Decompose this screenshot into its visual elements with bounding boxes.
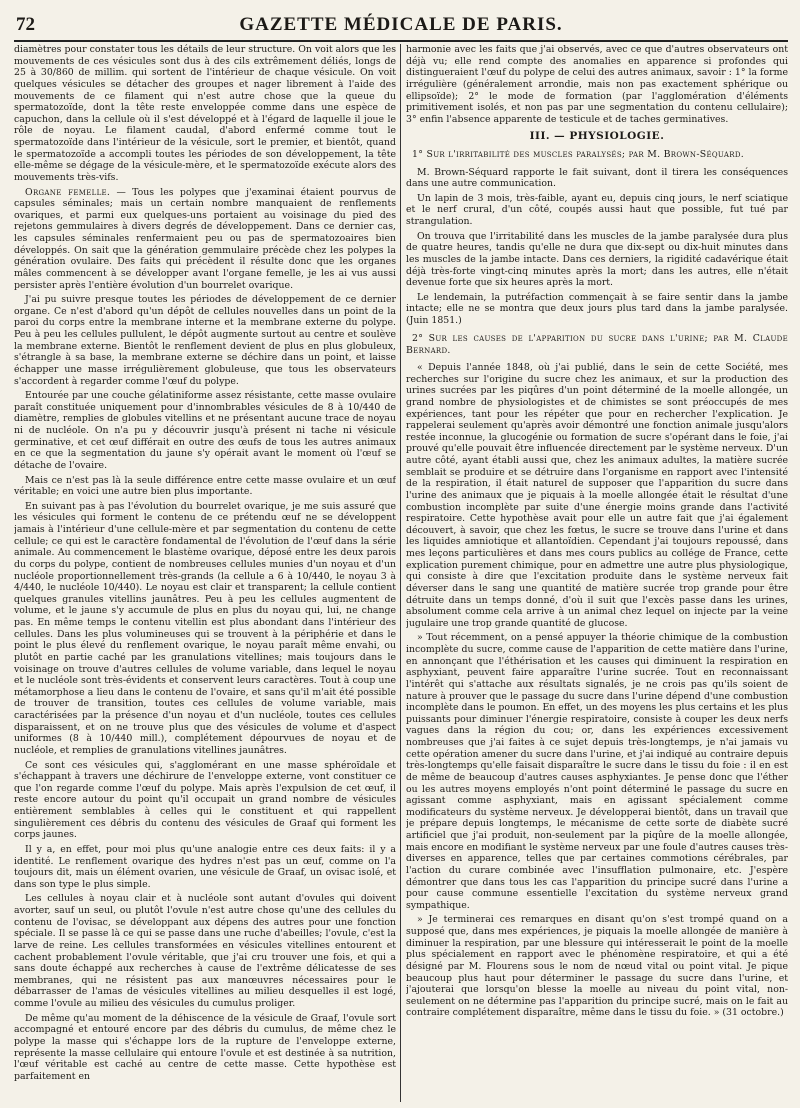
right-column (406, 44, 788, 1102)
article-columns (14, 44, 788, 1102)
subsection-heading: 2° Sur les causes de l'apparition du sucre dans l'urine; par M. Claude Bernard. (406, 332, 788, 356)
paragraph: Entourée par une couche gélatiniforme assez résistante, cette masse ovulaire paraît constituée uniquement pour d'innombrables vésicules de 8 à 10/440 de diamètre, remplies de globules vitellins et ne présentant aucune trace de noyau ni de nucléole. On n'a pu y découvrir jusqu'à présent ni tache ni vésicule germinative, et cet œuf différait en outre des œufs de tous les autres animaux en ce que la segmentation du jaune s'y opérait avant le moment où l'œuf se détache de l'ovaire. (14, 390, 396, 471)
paragraph: Mais ce n'est pas là la seule différence entre cette masse ovulaire et un œuf véritable; en voici une autre bien plus importante. (14, 474, 396, 498)
paragraph: » Tout récemment, on a pensé appuyer la théorie chimique de la combustion incomplète du sucre, comme cause de l'apparition de cette matière dans l'urine, en annonçant que l'éthérisation et les causes qui diminuent la respiration en asphyxiant, peuvent faire apparaître l'urine sucrée. Tout en reconnaissant l'intérêt qui s'attache aux résultats signalés, je ne crois pas qu'ils soient de nature à prouver que le passage du sucre dans l'urine dépend d'une combustion incomplète dans le poumon. En effet, un des moyens les plus certains et les plus puissants pour diminuer l'énergie respiratoire, consiste à couper les deux nerfs vagues dans la région du cou; or, dans les expériences excessivement nombreuses que j'ai faites à ce sujet depuis très-longtemps, je n'ai jamais vu cette opération amener du sucre dans l'urine, et j'ai indiqué au contraire depuis très-longtemps qu'elle faisait disparaître le sucre dans le tissu du foie : il en est de même de beaucoup d'autres causes asphyxiantes. Je pense donc que l'éther ou les autres moyens employés n'ont point déterminé le passage du sucre en agissant comme asphyxiant, mais en agissant spécialement comme modificateurs du système nerveux. Je développerai bientôt, dans un travail que je prépare depuis longtemps, le mécanisme de cette sorte de diabète sucré artificiel que j'ai produit, non-seulement par la piqûre de la moelle allongée, mais encore en modifiant le système nerveux par une foule d'autres causes très-diverses en apparence, telles que par certaines commotions cérébrales, par l'action du curare combinée avec l'insufflation pulmonaire, etc. J'espère démontrer que dans tous les cas l'apparition du principe sucré dans l'urine a pour cause commune essentielle l'excitation du système nerveux grand sympathique. (406, 632, 788, 911)
page-title: GAZETTE MÉDICALE DE PARIS. (239, 14, 563, 35)
paragraph: De même qu'au moment de la déhiscence de la vésicule de Graaf, l'ovule sort accompagné et entouré encore par des débris du cumulus, de même chez le polype la masse qui s'échappe lors de la rupture de l'enveloppe externe, représente la masse cellulaire qui entoure l'ovule et est destinée à sa nutrition, l'œuf véritable est caché au centre de cette masse. Cette hypothèse est parfaitement en (14, 1012, 396, 1082)
paragraph (14, 187, 396, 292)
paragraph: En suivant pas à pas l'évolution du bourrelet ovarique, je me suis assuré que les vésicules qui forment le contenu de ce prétendu œuf ne se développent jamais à l'intérieur d'une cellule-mère et par segmentation du contenu de cette cellule; ce qui est le caractère fondamental de l'évolution de l'œuf dans la série animale. Au commencement le blastème ovarique, déposé entre les deux parois du corps du polype, contient de nombreuses cellules munies d'un noyau et d'un nucléole proportionnellement très-grands (la cellule a 6 à 10/440, le noyau 3 à 4/440, le nucléole 10/440). Le noyau est clair et transparent; la cellule contient quelques granules vitellins jaunâtres. Peu à peu les cellules augmentent de volume, et le jaune s'y accumule de plus en plus du noyau qui, lui, ne change pas. En même temps le contenu vitellin est plus abondant dans l'intérieur des cellules. Dans les plus volumineuses qui se trouvent à la périphérie et dans le point le plus élevé du renflement ovarique, le noyau paraît même envahi, ou plutôt en partie caché par les granulations vitellines; mais toujours dans le voisinage on trouve d'autres cellules de volume variable, dans lequel le noyau et le nucléole sont très-évidents et conservent leurs caractères. Tout à coup une métamorphose a lieu dans le contenu de l'ovaire, et sans qu'il m'ait été possible de trouver de transition, toutes ces cellules de volume variable, mais caractérisées par la présence d'un noyau et d'un nucléole, toutes ces cellules disparaissent, et on ne trouve plus que des vésicules de volume et d'aspect uniformes (8 à 10/440 mill.), complétement dépourvues de noyau et de nucléole, et remplies de granulations vitellines jaunâtres. (14, 500, 396, 756)
paragraph: J'ai pu suivre presque toutes les périodes de développement de ce dernier organe. Ce n'est d'abord qu'un dépôt de cellules nouvelles dans un point de la paroi du corps entre la membrane interne et la membrane externe du polype. Peu à peu les cellules pullulent, le dépôt augmente surtout au centre et soulève la membrane externe. Bientôt le renflement devient de plus en plus globuleux, s'étrangle à sa base, la membrane externe se déchire dans un point, et laisse échapper une masse irrégulièrement globuleuse, que tous les observateurs s'accordent à regarder comme l'œuf du polype. (14, 294, 396, 387)
paragraph: On trouva que l'irritabilité dans les muscles de la jambe paralysée dura plus de quatre heures, tandis qu'elle ne dura que dix-sept ou dix-huit minutes dans les muscles de la jambe intacte. Dans ces derniers, la rigidité cadavérique était déjà très-forte vingt-cinq minutes après la mort; dans les autres, elle n'était devenue forte que six heures après la mort. (406, 230, 788, 289)
paragraph: Le lendemain, la putréfaction commençait à se faire sentir dans la jambe intacte; elle ne se montra que deux jours plus tard dans la jambe paralysée. (Juin 1851.) (406, 291, 788, 327)
left-column (14, 44, 396, 1102)
paragraph: Ce sont ces vésicules qui, s'agglomérant en une masse sphéroïdale et s'échappant à travers une déchirure de l'enveloppe externe, vont constituer ce que l'on regarde comme l'œuf du polype. Mais après l'expulsion de cet œuf, il reste encore autour du point qu'il occupait un grand nombre de vésicules entièrement semblables à celles qui le constituent et qui rappellent singulièrement ces débris du contenu des vésicules de Graaf qui forment les corps jaunes. (14, 759, 396, 841)
subsection-heading: 1° Sur l'irritabilité des muscles paralysés; par M. Brown-Séquard. (412, 149, 745, 161)
paragraph: M. Brown-Séquard rapporte le fait suivant, dont il tirera les conséquences dans une autre communication. (406, 166, 788, 190)
paragraph: » Je terminerai ces remarques en disant qu'on s'est trompé quand on a supposé que, dans mes expériences, je piquais la moelle allongée de manière à diminuer la respiration, par une blessure qui intéresserait le point de la moelle plus spécialement en rapport avec le phénomène respiratoire, et qui a été désigné par M. Flourens sous le nom de nœud vital ou point vital. Je pique beaucoup plus haut pour déterminer le passage du sucre dans l'urine, et j'ajouterai que lorsqu'on blesse la moelle au niveau du point vital, non-seulement on ne détermine pas l'apparition du principe sucré, mais on le fait au contraire complétement disparaître, même dans le tissu du foie. » (31 octobre.) (406, 914, 788, 1019)
paragraph: Un lapin de 3 mois, très-faible, ayant eu, depuis cinq jours, le nerf sciatique et le nerf crural, d'un côté, coupés aussi haut que possible, fut tué par strangulation. (406, 192, 788, 228)
paragraph: harmonie avec les faits que j'ai observés, avec ce que d'autres observateurs ont déjà vu; elle rend compte des anomalies en apparence si profondes qui distingueraient l'œuf du polype de celui des autres animaux, savoir : 1° la forme irrégulière (généralement arrondie, mais non pas exactement sphérique ou ellipsoïde); 2° le mode de formation (par l'agglomération d'éléments primitivement isolés, et non pas par une segmentation du contenu cellulaire); 3° enfin l'absence apparente de testicule et de taches germinatives. (406, 44, 788, 125)
paragraph: Il y a, en effet, pour moi plus qu'une analogie entre ces deux faits: il y a identité. Le renflement ovarique des hydres n'est pas un œuf, comme on l'a toujours dit, mais un élément ovarien, une vésicule de Graaf, un ovisac isolé, et dans son type le plus simple. (14, 843, 396, 890)
paragraph-text: — Tous les polypes que j'examinai étaient pourvus de capsules séminales; mais un certain nombre manquaient de renflements ovariques, et parmi eux quelques-uns portaient au voisinage du pied des rejetons gemmulaires à divers degrés de développement. Dans ce dernier cas, les capsules séminales renfermaient peu ou pas de spermatozoaires bien développés. On sait que la génération gemmulaire précède chez les polypes la génération ovulaire. Des faits qui précèdent il résulte donc que les organes mâles commencent à se développer avant l'organe femelle, je les ai vus aussi persister après l'entière évolution d'un bourrelet ovarique. (14, 186, 396, 291)
masthead (14, 14, 788, 42)
paragraph: diamètres pour constater tous les détails de leur structure. On voit alors que les mouvements de ces vésicules sont dus à des cils extrêmement déliés, longs de 25 à 30/860 de millim. qui sortent de l'intérieur de chaque vésicule. On voit quelques vésicules se détacher des groupes et nager librement à l'aide des mouvements de ce filament qui n'est autre chose que la queue du spermatozoïde, dont la tête reste enveloppée comme dans une espèce de capuchon, dans la cellule où il s'est développé et à l'égard de laquelle il joue le rôle de noyau. Le filament caudal, d'abord enfermé comme tout le spermatozoïde dans l'intérieur de la vésicule, sort le premier, et bientôt, quand le spermatozoïde a accompli toutes les périodes de son développement, la tête elle-même se dégage de la vésicule-mère, et le spermatozoïde exécute alors des mouvements très-vifs. (14, 44, 396, 183)
paragraph-lead: Organe femelle. (25, 186, 111, 198)
paragraph: « Depuis l'année 1848, où j'ai publié, dans le sein de cette Société, mes recherches sur l'origine du sucre chez les animaux, et sur la production des urines sucrées par les piqûres d'un point déterminé de la moelle allongée, un grand nombre de physiologistes et de chimistes se sont préoccupés de mes expériences, tant pour les répéter que pour en rechercher l'explication. Je rappelerai seulement qu'après avoir démontré une fonction animale jusqu'alors restée inconnue, la glucogénie ou formation de sucre s'opérant dans le foie, j'ai prouvé qu'elle pouvait être influencée directement par le système nerveux. D'un autre côté, ayant établi aussi que, chez les animaux adultes, la matière sucrée semblait se produire et se détruire dans l'organisme en rapport avec l'intensité de la respiration, il était naturel de supposer que l'apparition du sucre dans l'urine des animaux que je piquais à la moelle allongée était le résultat d'une combustion incomplète par suite d'une énergie moins grande dans l'activité respiratoire. Cette hypothèse avait pour elle un autre fait que j'ai également découvert, à savoir, que chez les fœtus, le sucre se trouve dans l'urine et dans les liquides amniotique et allantoïdien. Cependant j'ai toujours repoussé, dans mes leçons particulières et dans mes cours publics au collége de France, cette explication purement chimique, pour en admettre une autre plus physiologique, qui consiste à dire que l'excitation produite dans le système nerveux fait déverser dans le sang une quantité de matière sucrée trop grande pour être détruite dans un temps donné, d'où il suit que l'excès passe dans les urines, absolument comme cela arrive à un animal chez lequel on injecte par la veine jugulaire une trop grande quantité de glucose. (406, 362, 788, 629)
section-heading: III. — PHYSIOLOGIE. (529, 130, 665, 143)
paragraph: Les cellules à noyau clair et à nucléole sont autant d'ovules qui doivent avorter, sauf un seul, ou plutôt l'ovule n'est autre chose qu'une des cellules du contenu de l'ovisac, se développant aux dépens des autres pour une fonction spéciale. Il se passe là ce qui se passe dans une ruche d'abeilles; l'ovule, c'est la larve de reine. Les cellules transformées en vésicules vitellines entourent et cachent probablement l'ovule véritable, que j'ai cru trouver une fois, et qui a sans doute échappé aux recherches à cause de l'extrême délicatesse de ses membranes, qui ne résistent pas aux manœuvres nécessaires pour le débarrasser de l'amas de vésicules vitellines au milieu desquelles il est logé, comme l'ovule au milieu des vésicules du cumulus proliger. (14, 893, 396, 1009)
page-number: 72 (16, 14, 35, 35)
column-divider (400, 44, 401, 1102)
